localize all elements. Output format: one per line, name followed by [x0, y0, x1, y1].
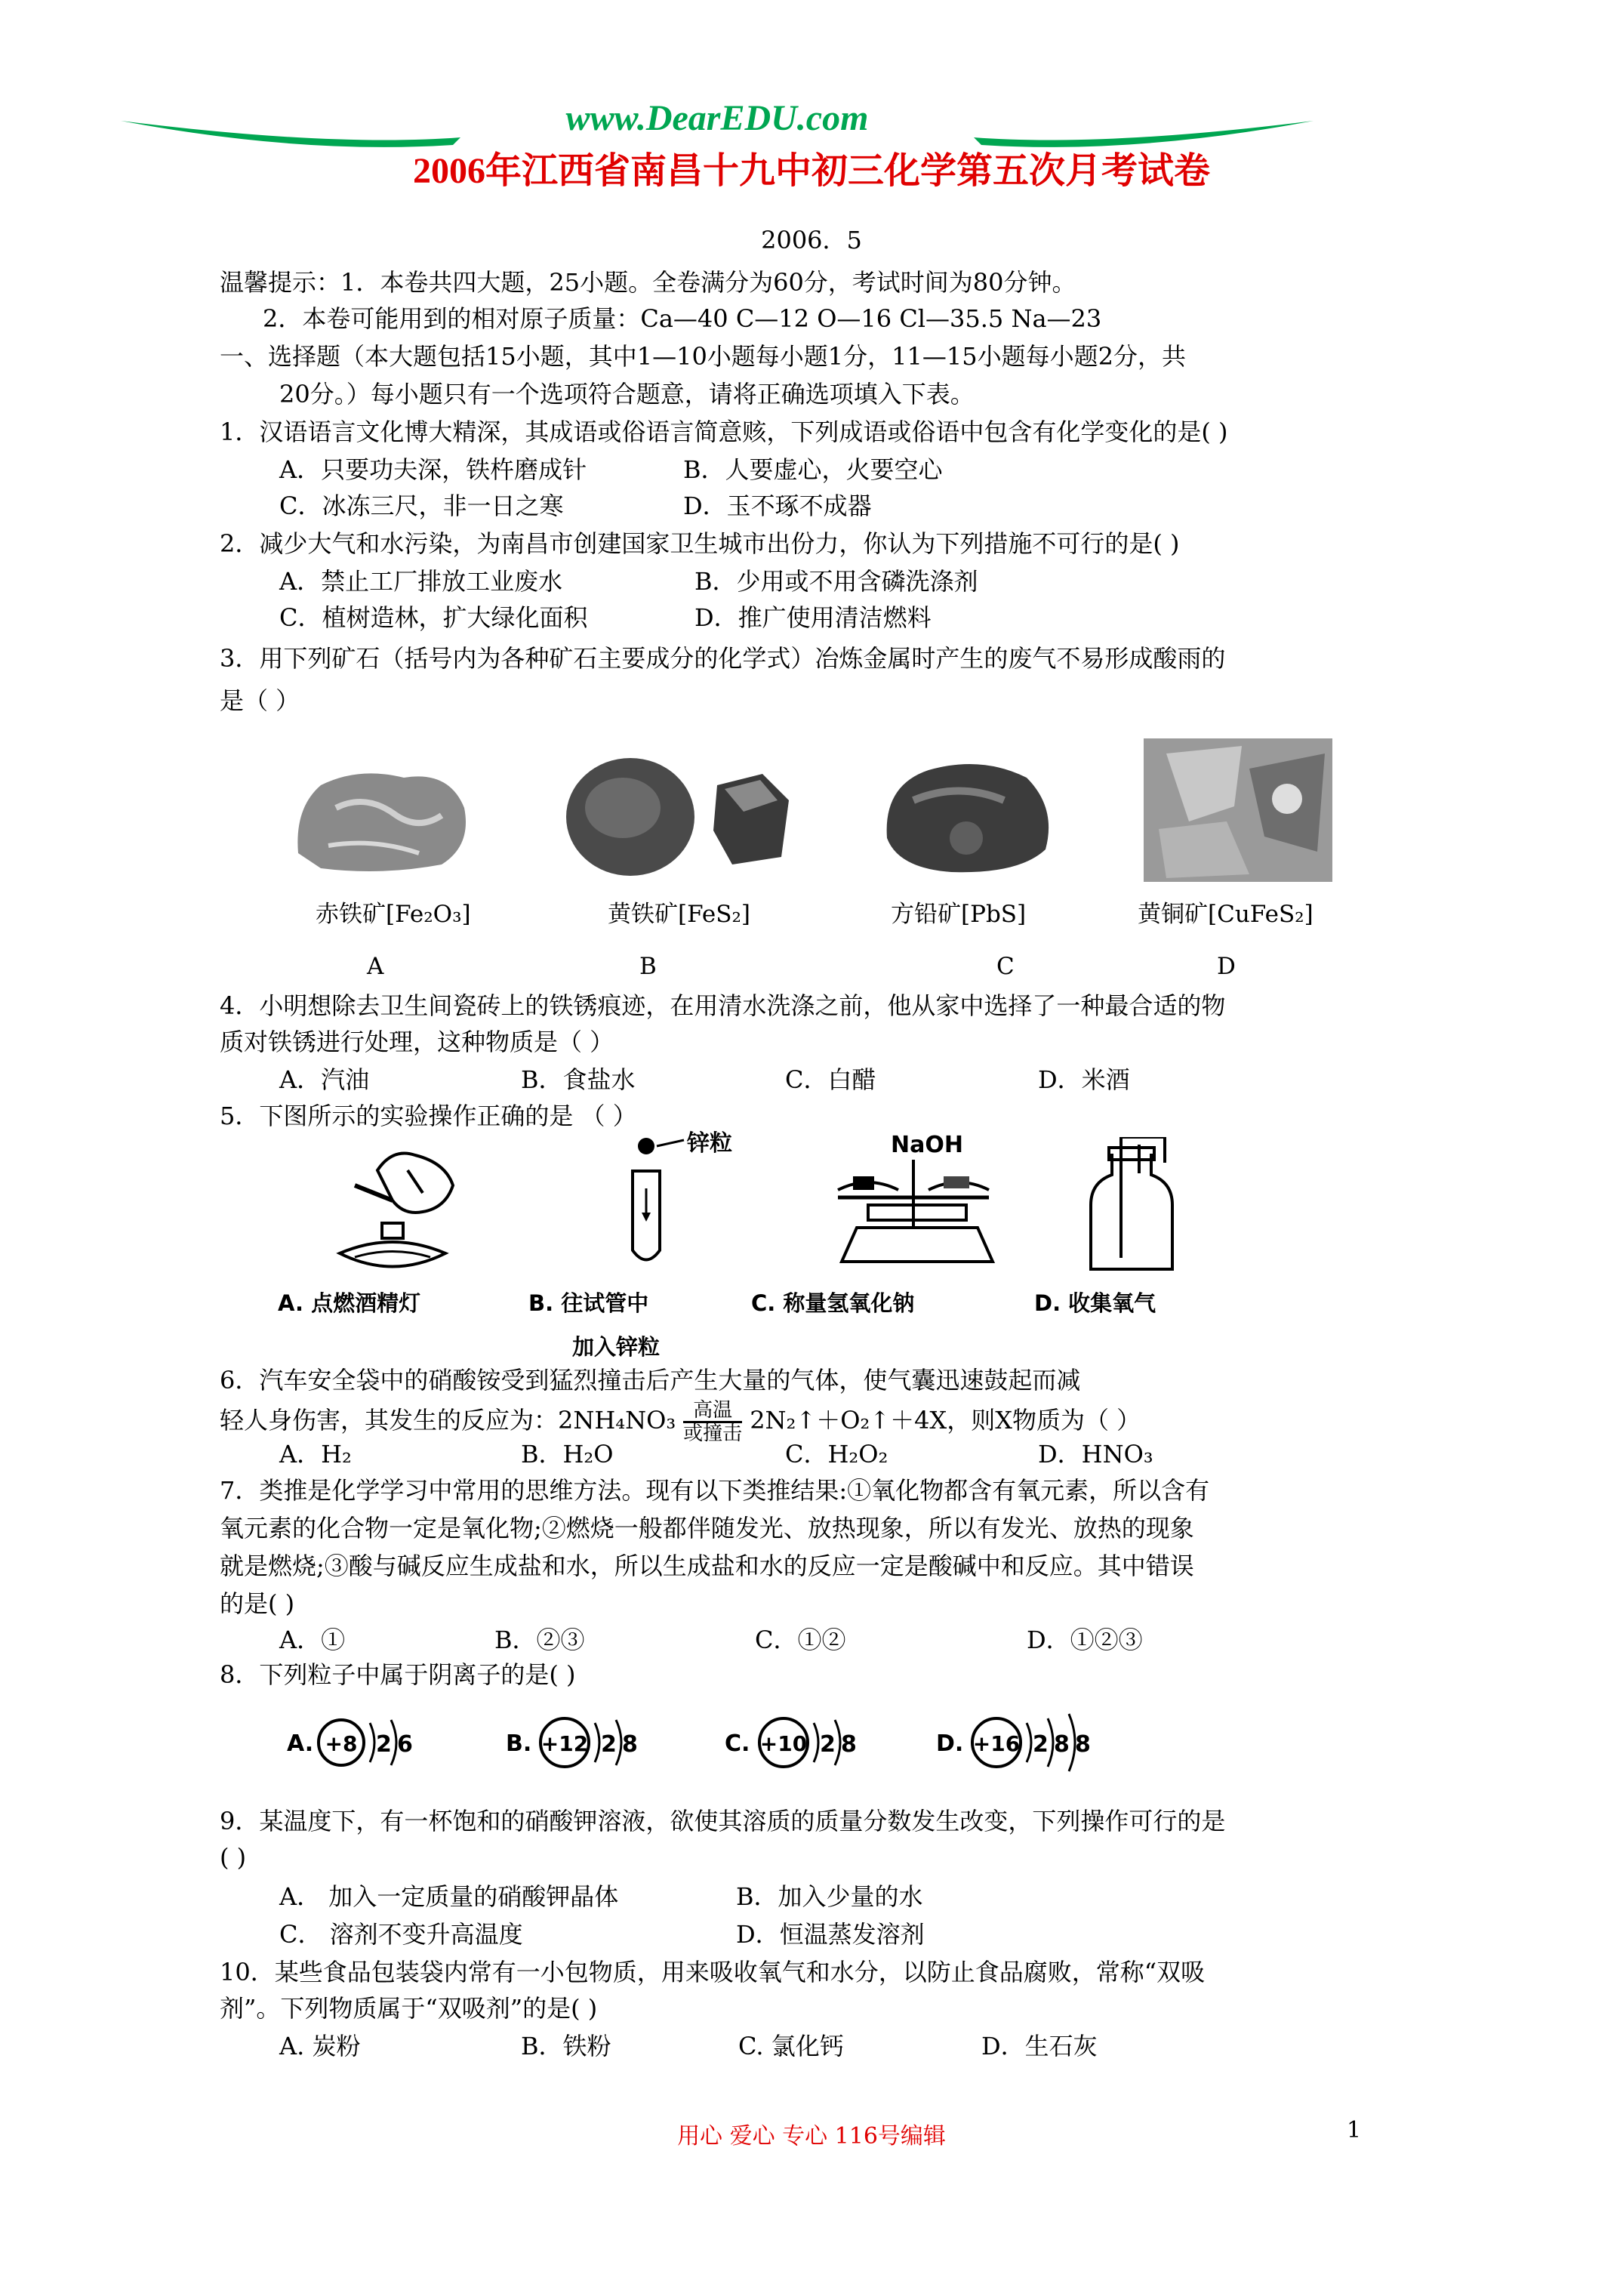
- ore-b-letter: B: [639, 953, 657, 980]
- q9-option-d: D．恒温蒸发溶剂: [736, 1920, 925, 1949]
- exam-date: 2006．5: [761, 226, 862, 254]
- q10-option-d: D．生石灰: [981, 2032, 1098, 2060]
- q4-option-c: C．白醋: [785, 1065, 876, 1094]
- q5-caption-c: C. 称量氢氧化钠: [751, 1290, 915, 1316]
- svg-text:2: 2: [601, 1731, 617, 1758]
- q9-option-b: B．加入少量的水: [736, 1882, 923, 1911]
- ore-a-caption: 赤铁矿[Fe₂O₃]: [316, 901, 471, 928]
- q4-stem-2: 质对铁锈进行处理，这种物质是（ ）: [220, 1028, 614, 1056]
- ore-c-letter: C: [996, 953, 1015, 980]
- particle-d-diagram: [936, 1702, 1117, 1777]
- svg-text:+16: +16: [972, 1731, 1021, 1756]
- particle-c-diagram: [725, 1708, 876, 1776]
- q7-option-b: B．②③: [494, 1626, 585, 1654]
- q3-stem-2: 是（ ）: [220, 686, 300, 715]
- q6-option-b: B．H₂O: [521, 1440, 614, 1469]
- q4-option-b: B．食盐水: [521, 1065, 636, 1094]
- svg-text:8: 8: [1075, 1731, 1091, 1758]
- svg-text:8: 8: [841, 1731, 857, 1758]
- q1-option-b: B．人要虚心，火要空心: [683, 455, 943, 484]
- svg-text:B.: B.: [506, 1730, 532, 1757]
- q7-stem-3: 就是燃烧;③酸与碱反应生成盐和水，所以生成盐和水的反应一定是酸碱中和反应。其中错误: [220, 1552, 1194, 1580]
- alcohol-lamp-figure: [332, 1140, 468, 1276]
- ore-d-letter: D: [1217, 953, 1236, 980]
- q7-option-d: D．①②③: [1027, 1626, 1143, 1654]
- q10-option-b: B．铁粉: [521, 2032, 611, 2060]
- q7-stem-4: 的是( ): [220, 1589, 295, 1618]
- q10-stem-2: 剂”。下列物质属于“双吸剂”的是( ): [220, 1994, 598, 2023]
- page-number: 1: [1347, 2117, 1362, 2143]
- gas-bottle-figure: [1076, 1137, 1189, 1281]
- q6-option-c: C．H₂O₂: [785, 1440, 888, 1469]
- q1-option-a: A．只要功夫深，铁杵磨成针: [279, 455, 587, 484]
- section1-line-2: 20分。）每小题只有一个选项符合题意，请将正确选项填入下表。: [279, 380, 975, 408]
- q2-option-a: A．禁止工厂排放工业废水: [279, 567, 563, 596]
- q2-option-b: B．少用或不用含磷洗涤剂: [694, 567, 978, 596]
- q3-stem-1: 3．用下列矿石（括号内为各种矿石主要成分的化学式）冶炼金属时产生的废气不易形成酸雨的: [220, 644, 1226, 673]
- footer-text: 用心 爱心 专心 116号编辑: [677, 2123, 946, 2150]
- q2-stem: 2．减少大气和水污染，为南昌市创建国家卫生城市出份力，你认为下列措施不可行的是( ): [220, 529, 1180, 558]
- q6-stem-1: 6．汽车安全袋中的硝酸铵受到猛烈撞击后产生大量的气体，使气囊迅速鼓起而减: [220, 1366, 1081, 1395]
- svg-text:2: 2: [1033, 1731, 1049, 1758]
- svg-text:+8: +8: [325, 1731, 358, 1756]
- q4-option-a: A．汽油: [279, 1065, 370, 1094]
- notes-line-2: 2．本卷可能用到的相对原子质量：Ca—40 C—12 O—16 Cl—35.5 Na—23: [263, 304, 1102, 333]
- q6-option-d: D．HNO₃: [1038, 1440, 1153, 1469]
- q9-stem-2: ( ): [220, 1843, 247, 1872]
- svg-text:+10: +10: [759, 1731, 808, 1756]
- q6-option-a: A．H₂: [279, 1440, 352, 1469]
- test-tube-figure: [627, 1130, 732, 1273]
- q5-stem: 5．下图所示的实验操作正确的是 （ ）: [220, 1102, 637, 1130]
- particle-b-diagram: [506, 1708, 657, 1776]
- q1-stem: 1．汉语语言文化博大精深，其成语或俗语言简意赅，下列成语或俗语中包含有化学变化的是( ): [220, 418, 1228, 446]
- q10-option-a: A. 炭粉: [279, 2032, 361, 2060]
- q10-stem-1: 10．某些食品包装袋内常有一小包物质，用来吸收氧气和水分，以防止食品腐败，常称“双吸: [220, 1958, 1206, 1986]
- q4-stem-1: 4．小明想除去卫生间瓷砖上的铁锈痕迹，在用清水洗涤之前，他从家中选择了一种最合适的物: [220, 991, 1226, 1020]
- pyrite-image: [562, 755, 804, 880]
- chalcopyrite-image: [1144, 738, 1332, 882]
- ore-d-caption: 黄铜矿[CuFeS₂]: [1138, 901, 1313, 928]
- q1-option-d: D．玉不琢不成器: [683, 492, 872, 520]
- q7-option-a: A．①: [279, 1626, 346, 1654]
- ore-c-caption: 方铅矿[PbS]: [891, 901, 1027, 928]
- q9-option-c: C． 溶剂不变升高温度: [279, 1920, 523, 1949]
- q2-option-d: D．推广使用清洁燃料: [694, 603, 932, 632]
- ore-a-letter: A: [367, 953, 384, 980]
- hematite-image: [291, 763, 472, 876]
- q9-stem-1: 9．某温度下，有一杯饱和的硝酸钾溶液，欲使其溶质的质量分数发生改变，下列操作可行的是: [220, 1807, 1226, 1835]
- section1-line-1: 一、选择题（本大题包括15小题，其中1—10小题每小题1分，11—15小题每小题2分，共: [220, 342, 1186, 371]
- q4-option-d: D．米酒: [1038, 1065, 1130, 1094]
- page-title: 2006年江西省南昌十九中初三化学第五次月考试卷: [412, 151, 1210, 191]
- svg-text:A.: A.: [287, 1730, 314, 1757]
- galena-image: [876, 755, 1057, 876]
- svg-text:8: 8: [622, 1731, 638, 1758]
- notes-line-1: 温馨提示：1．本卷共四大题，25小题。全卷满分为60分，考试时间为80分钟。: [220, 268, 1076, 297]
- q8-stem: 8．下列粒子中属于阴离子的是( ): [220, 1660, 576, 1689]
- q5-caption-b-line2: 加入锌粒: [572, 1334, 661, 1360]
- q9-option-a: A． 加入一定质量的硝酸钾晶体: [279, 1882, 619, 1911]
- ore-b-caption: 黄铁矿[FeS₂]: [608, 901, 751, 928]
- naoh-label: NaOH: [891, 1132, 963, 1158]
- reaction-condition: 高温 或撞击: [683, 1399, 743, 1445]
- balance-figure: [823, 1130, 1012, 1273]
- q7-stem-1: 7．类推是化学学习中常用的思维方法。现有以下类推结果:①氧化物都含有氧元素，所以含有: [220, 1476, 1210, 1505]
- svg-text:C.: C.: [725, 1730, 750, 1757]
- q2-option-c: C．植树造林，扩大绿化面积: [279, 603, 588, 632]
- q1-option-c: C．冰冻三尺，非一日之寒: [279, 492, 564, 520]
- svg-text:2: 2: [820, 1731, 836, 1758]
- site-logo-text: www.DearEDU.com: [565, 98, 869, 138]
- q10-option-c: C. 氯化钙: [738, 2032, 844, 2060]
- svg-text:6: 6: [397, 1731, 413, 1758]
- q5-caption-a: A. 点燃酒精灯: [278, 1290, 421, 1316]
- svg-text:D.: D.: [936, 1730, 964, 1757]
- svg-text:8: 8: [1054, 1731, 1070, 1758]
- q5-caption-d: D. 收集氧气: [1034, 1290, 1156, 1316]
- q5-caption-b: B. 往试管中: [528, 1290, 649, 1316]
- particle-a-diagram: [287, 1708, 438, 1776]
- svg-text:+12: +12: [540, 1731, 589, 1756]
- q7-stem-2: 氧元素的化合物一定是氧化物;②燃烧一般都伴随发光、放热现象，所以有发光、放热的现象: [220, 1514, 1194, 1542]
- zinc-label: 锌粒: [687, 1130, 732, 1157]
- svg-text:2: 2: [376, 1731, 392, 1758]
- q7-option-c: C．①②: [755, 1626, 846, 1654]
- q6-stem-2: 轻人身伤害，其发生的反应为：2NH₄NO₃ 高温 或撞击 2N₂↑＋O₂↑＋4X，则X物质为（ ）: [220, 1399, 1141, 1445]
